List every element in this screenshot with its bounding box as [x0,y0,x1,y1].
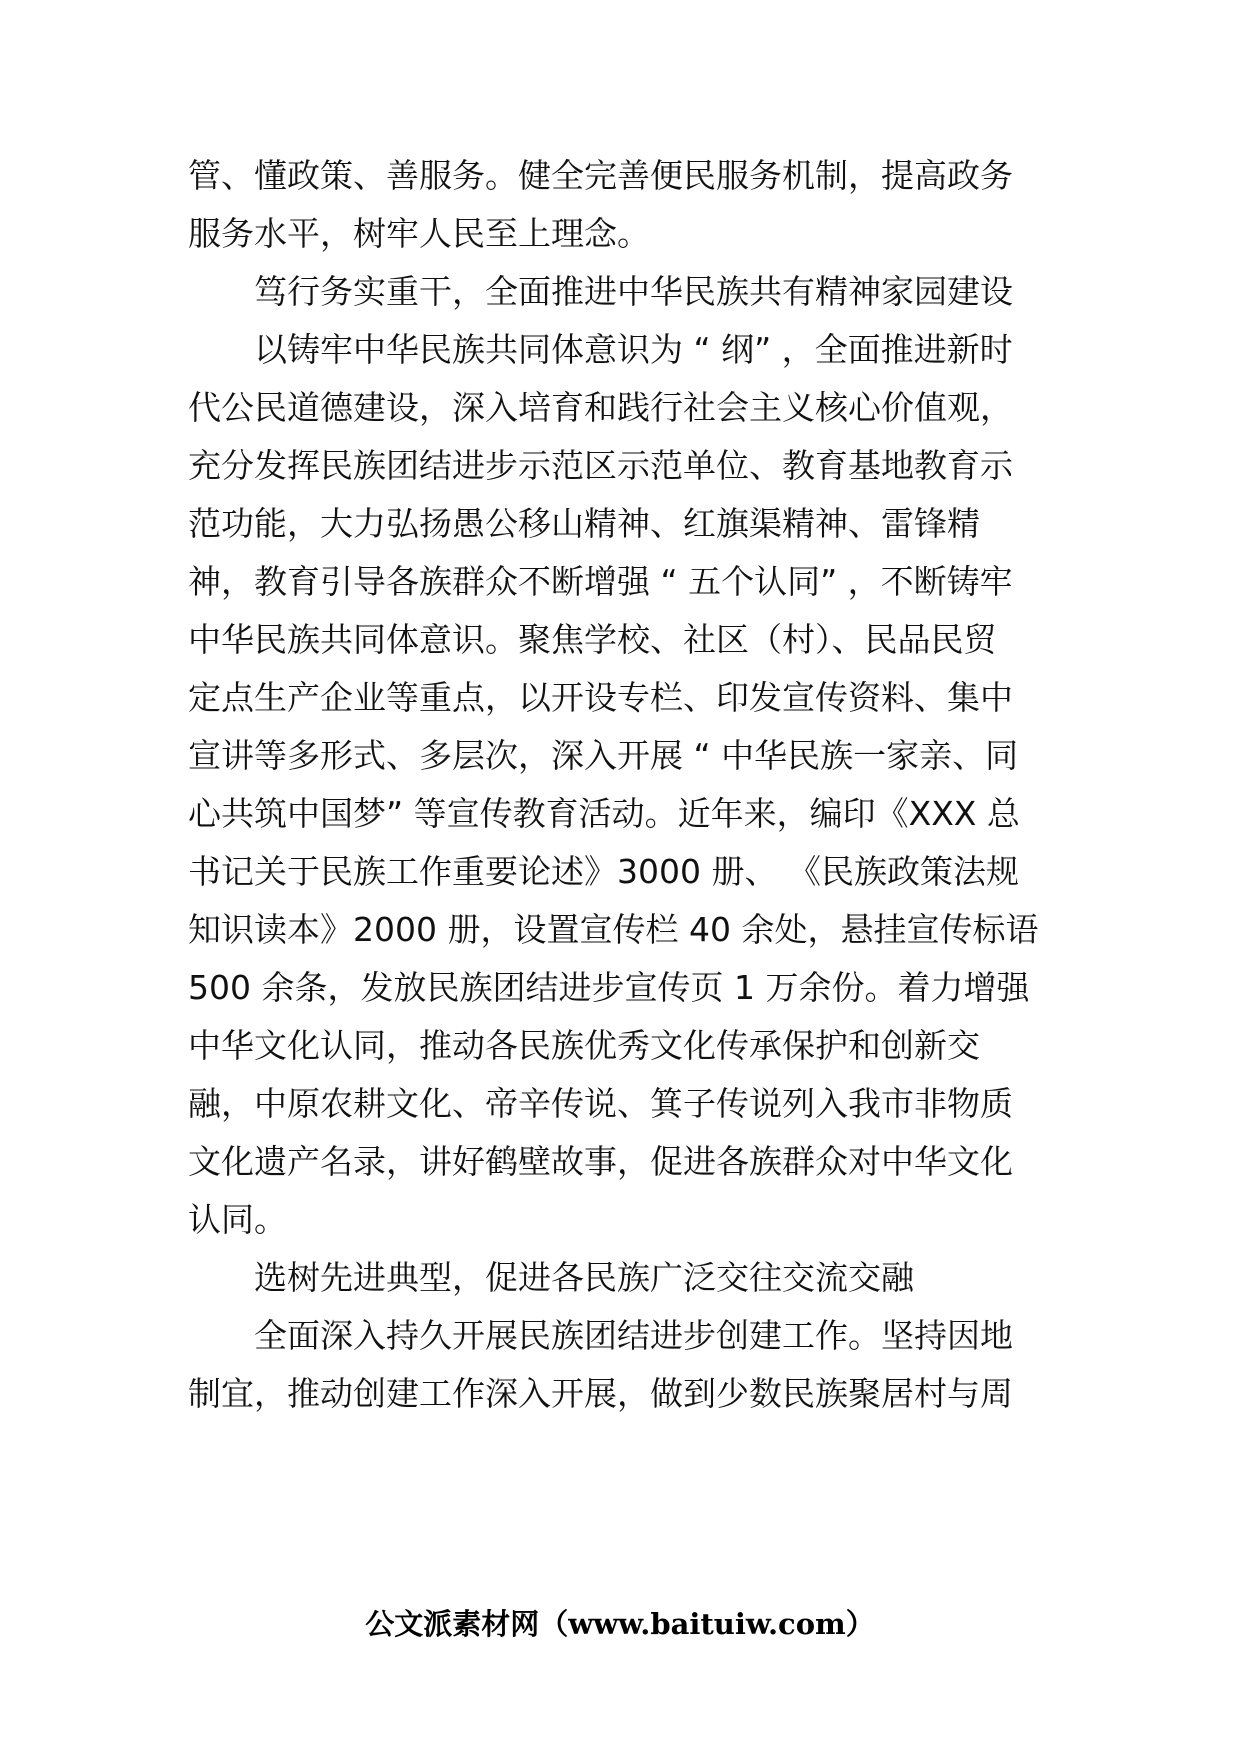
body-line-15: 中华文化认同，推动各民族优秀文化传承保护和创新交 [188,1026,980,1065]
body-line-8: 中华民族共同体意识。聚焦学校、社区（村）、民品民贸 [188,620,997,659]
body-line-17: 文化遗产名录，讲好鹤壁故事，促进各族群众对中华文化 [188,1142,1013,1181]
body-line-14: 500 余条，发放民族团结进步宣传页 1 万余份。着力增强 [188,968,1030,1007]
body-line-3: 以铸牢中华民族共同体意识为 “ 纲” ，全面推进新时 [254,330,1013,369]
body-line-6: 范功能，大力弘扬愚公移山精神、红旗渠精神、雷锋精 [188,504,980,543]
body-line-11: 心共筑中国梦” 等宣传教育活动。近年来，编印《XXX 总 [188,794,1020,833]
footer-watermark: 公文派素材网（www.baituiw.com） [365,1607,875,1641]
section-heading-2: 选树先进典型，促进各民族广泛交往交流交融 [254,1258,914,1297]
section-heading-1: 笃行务实重干，全面推进中华民族共有精神家园建设 [254,272,1013,311]
body-line-7: 神，教育引导各族群众不断增强 “ 五个认同” ，不断铸牢 [188,562,1013,601]
body-line-10: 宣讲等多形式、多层次，深入开展 “ 中华民族一家亲、同 [188,736,1019,775]
body-line-18: 认同。 [188,1200,287,1239]
body-line-2: 服务水平，树牢人民至上理念。 [188,214,650,253]
body-line-4: 代公民道德建设，深入培育和践行社会主义核心价值观， [188,388,1013,427]
body-line-19: 全面深入持久开展民族团结进步创建工作。坚持因地 [254,1316,1013,1355]
body-line-16: 融，中原农耕文化、帝辛传说、箕子传说列入我市非物质 [188,1084,1013,1123]
body-line-20: 制宜，推动创建工作深入开展，做到少数民族聚居村与周 [188,1374,1013,1413]
body-line-1: 管、懂政策、善服务。健全完善便民服务机制，提高政务 [188,156,1013,195]
body-line-5: 充分发挥民族团结进步示范区示范单位、教育基地教育示 [188,446,1013,485]
body-line-12: 书记关于民族工作重要论述》3000 册、 《民族政策法规 [188,852,1019,891]
body-line-9: 定点生产企业等重点，以开设专栏、印发宣传资料、集中 [188,678,1013,717]
body-line-13: 知识读本》2000 册，设置宣传栏 40 余处，悬挂宣传标语 [188,910,1039,949]
